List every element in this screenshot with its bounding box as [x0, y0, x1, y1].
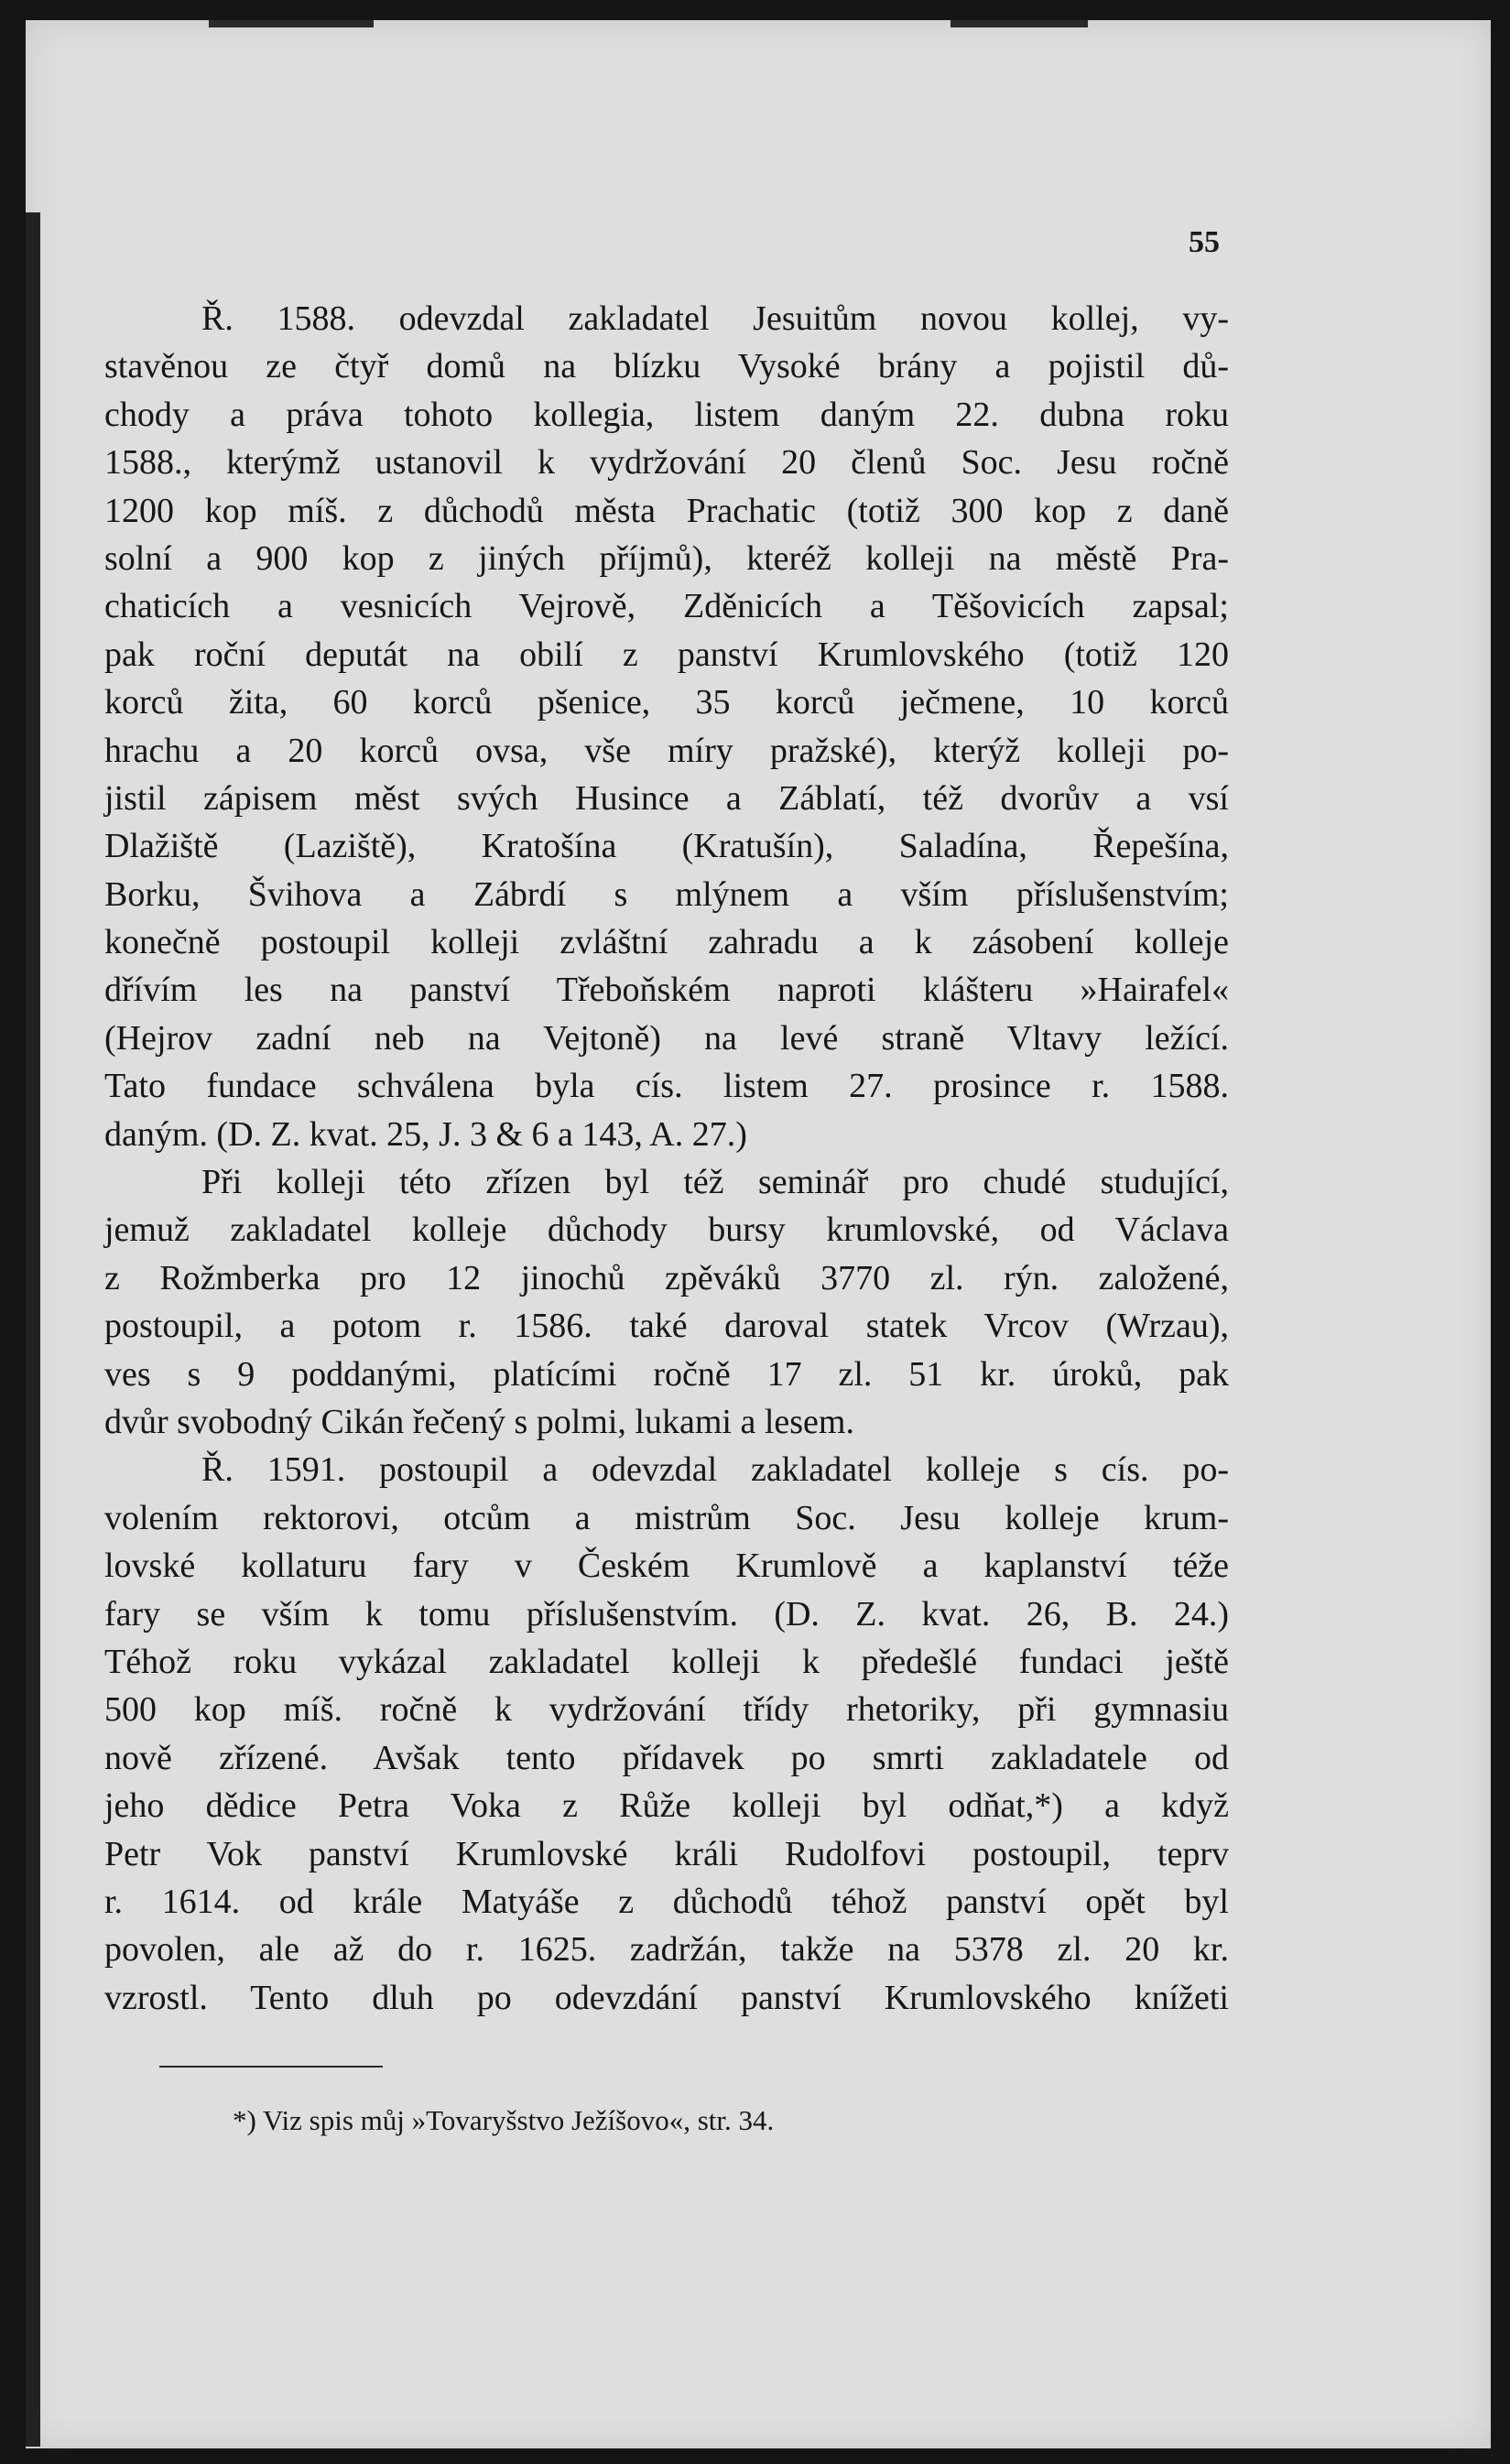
text-line: dřívím les na panství Třeboňském naproti klášteru »Hairafel« — [104, 971, 1229, 1010]
text-line: r. 1614. od krále Matyáše z důchodů téhož panství opět byl — [104, 1882, 1229, 1921]
scan-edge-shadow — [26, 212, 40, 2447]
text-line: Ř. 1588. odevzdal zakladatel Jesuitům novou kollej, vy- — [201, 299, 1229, 338]
text-line: Petr Vok panství Krumlovské králi Rudolfovi postoupil, teprv — [104, 1834, 1229, 1873]
text-line: 1588., kterýmž ustanovil k vydržování 20 členů Soc. Jesu ročně — [104, 443, 1229, 483]
text-line: z Rožmberka pro 12 jinochů zpěváků 3770 zl. rýn. založené, — [104, 1258, 1229, 1297]
text-line: povolen, ale až do r. 1625. zadržán, takže na 5378 zl. 20 kr. — [104, 1930, 1229, 1970]
text-line: Ř. 1591. postoupil a odevzdal zakladatel kolleje s cís. po- — [201, 1450, 1229, 1490]
text-line: jemuž zakladatel kolleje důchody bursy krumlovské, od Václava — [104, 1210, 1229, 1250]
book-page — [26, 20, 1491, 2448]
scan-mark-top-left — [209, 20, 374, 27]
scan-mark-top-right — [951, 20, 1088, 27]
text-line: volením rektorovi, otcům a mistrům Soc. Jesu kolleje krum- — [104, 1498, 1229, 1537]
text-line: solní a 900 kop z jiných příjmů), kteréž kolleji na městě Pra- — [104, 538, 1229, 578]
text-line: chaticích a vesnicích Vejrově, Zděnicích a Těšovicích zapsal; — [104, 587, 1229, 626]
text-line: postoupil, a potom r. 1586. také daroval statek Vrcov (Wrzau), — [104, 1307, 1229, 1346]
footnote-divider — [159, 2066, 383, 2068]
text-line: 500 kop míš. ročně k vydržování třídy rhetoriky, při gymnasiu — [104, 1690, 1229, 1730]
text-line: lovské kollaturu fary v Českém Krumlově a kaplanství téže — [104, 1547, 1229, 1586]
text-line: fary se vším k tomu příslušenstvím. (D. Z. kvat. 26, B. 24.) — [104, 1594, 1229, 1634]
text-line: (Hejrov zadní neb na Vejtoně) na levé straně Vltavy ležící. — [104, 1018, 1229, 1058]
text-line: daným. (D. Z. kvat. 25, J. 3 & 6 a 143, A. 27.) — [104, 1114, 747, 1154]
text-line: dvůr svobodný Cikán řečený s polmi, lukami a lesem. — [104, 1402, 854, 1441]
text-line: 1200 kop míš. z důchodů města Prachatic (totiž 300 kop z daně — [104, 491, 1229, 530]
text-line: Při kolleji této zřízen byl též seminář pro chudé studující, — [201, 1163, 1229, 1202]
text-line: Téhož roku vykázal zakladatel kolleji k předešlé fundaci ještě — [104, 1642, 1229, 1681]
page-number: 55 — [1189, 225, 1220, 259]
text-line: chody a práva tohoto kollegia, listem daným 22. dubna roku — [104, 395, 1229, 434]
text-line: Dlažiště (Laziště), Kratošína (Kratušín), Saladína, Řepešína, — [104, 827, 1229, 866]
text-line: Borku, Švihova a Zábrdí s mlýnem a vším příslušenstvím; — [104, 874, 1229, 914]
body-text — [104, 295, 1229, 2022]
text-line: hrachu a 20 korců ovsa, vše míry pražské), kterýž kolleji po- — [104, 731, 1229, 770]
text-line: vzrostl. Tento dluh po odevzdání panství Krumlovského knížeti — [104, 1978, 1229, 2017]
text-line: pak roční deputát na obilí z panství Krumlovského (totiž 120 — [104, 635, 1229, 674]
text-line: konečně postoupil kolleji zvláštní zahradu a k zásobení kolleje — [104, 923, 1229, 962]
text-line: stavěnou ze čtyř domů na blízku Vysoké brány a pojistil dů- — [104, 347, 1229, 386]
text-line: jeho dědice Petra Voka z Růže kolleji byl odňat,*) a když — [104, 1786, 1229, 1826]
text-line: Tato fundace schválena byla cís. listem 27. prosince r. 1588. — [104, 1067, 1229, 1106]
text-line: korců žita, 60 korců pšenice, 35 korců ječmene, 10 korců — [104, 683, 1229, 722]
text-line: ves s 9 poddanými, platícími ročně 17 zl. 51 kr. úroků, pak — [104, 1354, 1229, 1394]
text-line: nově zřízené. Avšak tento přídavek po smrti zakladatele od — [104, 1738, 1229, 1777]
text-line: jistil zápisem měst svých Husince a Záblatí, též dvorův a vsí — [104, 778, 1229, 818]
footnote: *) Viz spis můj »Tovaryšstvo Ježíšovo«, str. 34. — [233, 2104, 775, 2136]
